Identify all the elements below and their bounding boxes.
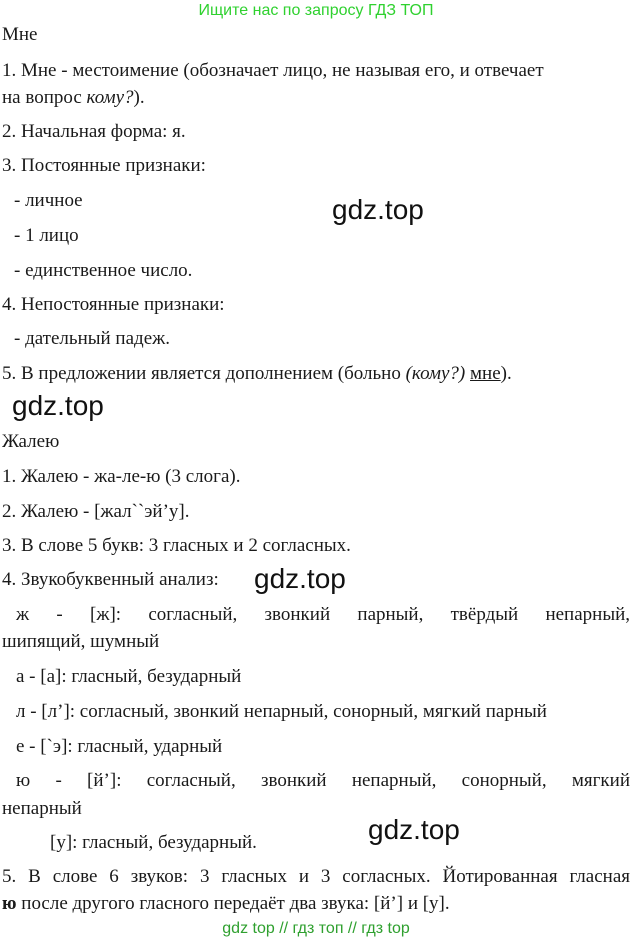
word-title-zhaleyu: Жалею	[2, 431, 60, 452]
zh-item-5-cont: ю после другого гласного передаёт два звука: [й’] и [у].	[2, 893, 450, 914]
sound-yu-cont: непарный	[2, 798, 82, 819]
zh-item-5: 5. В слове 6 звуков: 3 гласных и 3 согласных. Йотированная гласная	[2, 866, 630, 887]
mne-item-4: 4. Непостоянные признаки:	[2, 294, 225, 315]
sound-a: а - [а]: гласный, безударный	[16, 666, 242, 687]
watermark-1: gdz.top	[332, 194, 424, 225]
word-title-mne: Мне	[2, 24, 38, 45]
mne-item-3b: - 1 лицо	[14, 225, 79, 246]
zh-item-4: 4. Звукобуквенный анализ:	[2, 569, 219, 590]
zh-item-3: 3. В слове 5 букв: 3 гласных и 2 согласных.	[2, 535, 351, 556]
search-banner: Ищите нас по запросу ГДЗ ТОП	[198, 2, 434, 19]
watermark-4: gdz.top	[368, 814, 460, 845]
mne-item-3a: - личное	[14, 190, 83, 211]
zh-item-2: 2. Жалею - [жал``эй’у].	[2, 501, 190, 522]
mne-item-1-cont: на вопрос кому?).	[2, 87, 145, 108]
sound-zh: ж - [ж]: согласный, звонкий парный, твёрдый непарный,	[16, 604, 630, 625]
mne-item-1: 1. Мне - местоимение (обозначает лицо, не называя его, и отвечает	[2, 60, 544, 81]
sound-yu: ю - [й’]: согласный, звонкий непарный, сонорный, мягкий	[16, 770, 630, 791]
sound-e: е - [`э]: гласный, ударный	[16, 736, 223, 757]
mne-item-5: 5. В предложении является дополнением (больно (кому?) мне).	[2, 363, 512, 384]
sound-zh-cont: шипящий, шумный	[2, 631, 160, 652]
zh-item-1: 1. Жалею - жа-ле-ю (3 слога).	[2, 466, 241, 487]
watermark-2: gdz.top	[12, 390, 104, 421]
footer-banner: gdz top // гдз топ // гдз top	[222, 920, 410, 937]
watermark-3: gdz.top	[254, 563, 346, 594]
sound-u: [у]: гласный, безударный.	[50, 832, 257, 853]
mne-item-3c: - единственное число.	[14, 260, 193, 281]
sound-l: л - [л’]: согласный, звонкий непарный, сонорный, мягкий парный	[16, 701, 547, 722]
mne-item-2: 2. Начальная форма: я.	[2, 121, 186, 142]
mne-item-3: 3. Постоянные признаки:	[2, 155, 206, 176]
mne-item-4a: - дательный падеж.	[14, 328, 170, 349]
